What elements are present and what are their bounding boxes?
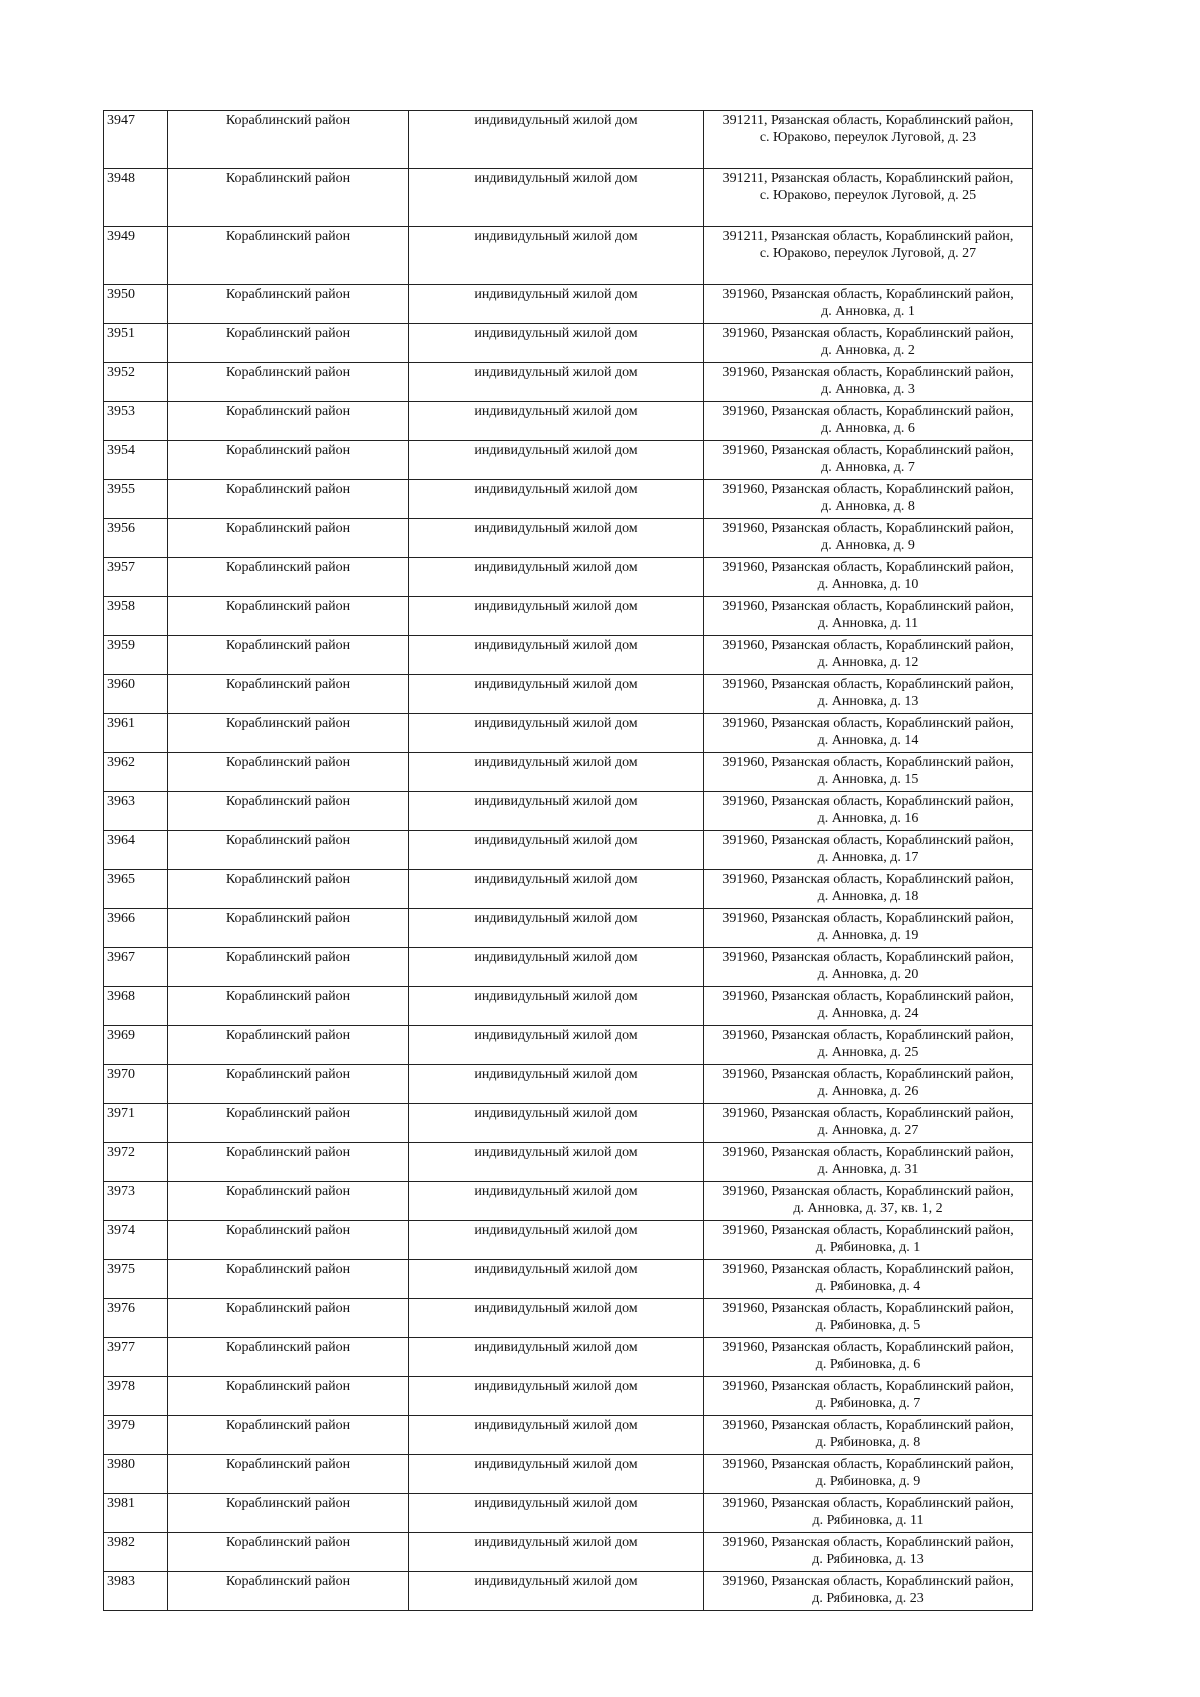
object-type-cell: индивидульный жилой дом bbox=[409, 1299, 704, 1338]
table-row bbox=[104, 753, 1033, 792]
table-row bbox=[104, 227, 1033, 285]
object-type-cell: индивидульный жилой дом bbox=[409, 363, 704, 402]
object-type-cell: индивидульный жилой дом bbox=[409, 1143, 704, 1182]
object-type-cell: индивидульный жилой дом bbox=[409, 1065, 704, 1104]
district-cell: Кораблинский район bbox=[168, 870, 409, 909]
object-type-cell: индивидульный жилой дом bbox=[409, 987, 704, 1026]
address-line-locality: д. Анновка, д. 26 bbox=[817, 1084, 919, 1099]
address-cell bbox=[704, 831, 1033, 870]
district-cell: Кораблинский район bbox=[168, 285, 409, 324]
district-cell: Кораблинский район bbox=[168, 519, 409, 558]
table-row bbox=[104, 597, 1033, 636]
address-cell bbox=[704, 1143, 1033, 1182]
table-row bbox=[104, 285, 1033, 324]
address-line-region: 391960, Рязанская область, Кораблинский район, bbox=[722, 1028, 1014, 1043]
district-cell: Кораблинский район bbox=[168, 1572, 409, 1611]
address-cell bbox=[704, 1494, 1033, 1533]
district-cell: Кораблинский район bbox=[168, 480, 409, 519]
object-type-cell: индивидульный жилой дом bbox=[409, 480, 704, 519]
row-number-cell: 3964 bbox=[104, 831, 168, 870]
address-line-region: 391960, Рязанская область, Кораблинский район, bbox=[722, 1496, 1014, 1511]
district-cell: Кораблинский район bbox=[168, 909, 409, 948]
district-cell: Кораблинский район bbox=[168, 1260, 409, 1299]
row-number-cell: 3952 bbox=[104, 363, 168, 402]
address-line-locality: д. Анновка, д. 15 bbox=[817, 772, 919, 787]
row-number-cell: 3967 bbox=[104, 948, 168, 987]
address-cell bbox=[704, 909, 1033, 948]
address-cell bbox=[704, 1572, 1033, 1611]
district-cell: Кораблинский район bbox=[168, 1338, 409, 1377]
district-cell: Кораблинский район bbox=[168, 675, 409, 714]
row-number-cell: 3956 bbox=[104, 519, 168, 558]
district-cell: Кораблинский район bbox=[168, 831, 409, 870]
address-line-region: 391960, Рязанская область, Кораблинский район, bbox=[722, 1223, 1014, 1238]
object-type-cell: индивидульный жилой дом bbox=[409, 714, 704, 753]
district-cell: Кораблинский район bbox=[168, 402, 409, 441]
table-body bbox=[104, 111, 1033, 1611]
row-number-cell: 3951 bbox=[104, 324, 168, 363]
row-number-cell: 3978 bbox=[104, 1377, 168, 1416]
row-number-cell: 3961 bbox=[104, 714, 168, 753]
object-type-cell: индивидульный жилой дом bbox=[409, 792, 704, 831]
address-line-locality: д. Рябиновка, д. 1 bbox=[815, 1240, 921, 1255]
row-number-cell: 3965 bbox=[104, 870, 168, 909]
table-row bbox=[104, 558, 1033, 597]
address-line-locality: д. Анновка, д. 24 bbox=[817, 1006, 919, 1021]
row-number-cell: 3955 bbox=[104, 480, 168, 519]
row-number-cell: 3958 bbox=[104, 597, 168, 636]
address-line-locality: д. Анновка, д. 31 bbox=[817, 1162, 919, 1177]
district-cell: Кораблинский район bbox=[168, 1455, 409, 1494]
address-cell bbox=[704, 111, 1033, 169]
address-line-region: 391960, Рязанская область, Кораблинский район, bbox=[722, 1262, 1014, 1277]
address-line-locality: д. Рябиновка, д. 4 bbox=[815, 1279, 921, 1294]
address-line-locality: с. Юраково, переулок Луговой, д. 25 bbox=[759, 188, 977, 203]
address-cell bbox=[704, 870, 1033, 909]
row-number-cell: 3983 bbox=[104, 1572, 168, 1611]
address-line-locality: д. Анновка, д. 3 bbox=[821, 382, 915, 397]
object-type-cell: индивидульный жилой дом bbox=[409, 1377, 704, 1416]
district-cell: Кораблинский район bbox=[168, 1065, 409, 1104]
table-row bbox=[104, 1572, 1033, 1611]
table-row bbox=[104, 1065, 1033, 1104]
object-type-cell: индивидульный жилой дом bbox=[409, 1416, 704, 1455]
address-line-locality: д. Анновка, д. 9 bbox=[821, 538, 915, 553]
address-line-locality: д. Рябиновка, д. 11 bbox=[812, 1513, 924, 1528]
object-type-cell: индивидульный жилой дом bbox=[409, 402, 704, 441]
table-row bbox=[104, 714, 1033, 753]
object-type-cell: индивидульный жилой дом bbox=[409, 909, 704, 948]
object-type-cell: индивидульный жилой дом bbox=[409, 1221, 704, 1260]
address-cell bbox=[704, 441, 1033, 480]
address-line-region: 391960, Рязанская область, Кораблинский район, bbox=[722, 794, 1014, 809]
table-row bbox=[104, 831, 1033, 870]
table-row bbox=[104, 1104, 1033, 1143]
row-number-cell: 3974 bbox=[104, 1221, 168, 1260]
object-type-cell: индивидульный жилой дом bbox=[409, 1104, 704, 1143]
district-cell: Кораблинский район bbox=[168, 1026, 409, 1065]
table-row bbox=[104, 363, 1033, 402]
object-type-cell: индивидульный жилой дом bbox=[409, 558, 704, 597]
address-cell bbox=[704, 597, 1033, 636]
address-line-region: 391960, Рязанская область, Кораблинский район, bbox=[722, 404, 1014, 419]
address-line-locality: д. Анновка, д. 6 bbox=[821, 421, 915, 436]
row-number-cell: 3973 bbox=[104, 1182, 168, 1221]
table-row bbox=[104, 402, 1033, 441]
table-row bbox=[104, 636, 1033, 675]
address-line-region: 391960, Рязанская область, Кораблинский район, bbox=[722, 287, 1014, 302]
address-line-locality: д. Рябиновка, д. 6 bbox=[815, 1357, 921, 1372]
address-line-region: 391960, Рязанская область, Кораблинский район, bbox=[722, 443, 1014, 458]
address-line-locality: д. Анновка, д. 8 bbox=[821, 499, 915, 514]
address-line-locality: д. Анновка, д. 37, кв. 1, 2 bbox=[793, 1201, 943, 1216]
district-cell: Кораблинский район bbox=[168, 597, 409, 636]
address-line-locality: д. Анновка, д. 25 bbox=[817, 1045, 919, 1060]
address-line-region: 391960, Рязанская область, Кораблинский район, bbox=[722, 1535, 1014, 1550]
district-cell: Кораблинский район bbox=[168, 1494, 409, 1533]
object-type-cell: индивидульный жилой дом bbox=[409, 675, 704, 714]
object-type-cell: индивидульный жилой дом bbox=[409, 1338, 704, 1377]
row-number-cell: 3957 bbox=[104, 558, 168, 597]
address-line-region: 391211, Рязанская область, Кораблинский район, bbox=[722, 113, 1014, 128]
address-line-locality: д. Рябиновка, д. 23 bbox=[812, 1591, 924, 1606]
address-cell bbox=[704, 792, 1033, 831]
table-row bbox=[104, 1338, 1033, 1377]
table-row bbox=[104, 870, 1033, 909]
address-cell bbox=[704, 402, 1033, 441]
object-type-cell: индивидульный жилой дом bbox=[409, 169, 704, 227]
table-row bbox=[104, 324, 1033, 363]
row-number-cell: 3963 bbox=[104, 792, 168, 831]
address-line-locality: д. Рябиновка, д. 7 bbox=[815, 1396, 921, 1411]
address-line-locality: с. Юраково, переулок Луговой, д. 23 bbox=[759, 130, 977, 145]
object-type-cell: индивидульный жилой дом bbox=[409, 1260, 704, 1299]
row-number-cell: 3975 bbox=[104, 1260, 168, 1299]
table-row bbox=[104, 909, 1033, 948]
address-cell bbox=[704, 1338, 1033, 1377]
address-line-region: 391960, Рязанская область, Кораблинский район, bbox=[722, 872, 1014, 887]
object-type-cell: индивидульный жилой дом bbox=[409, 227, 704, 285]
object-type-cell: индивидульный жилой дом bbox=[409, 1026, 704, 1065]
address-line-region: 391960, Рязанская область, Кораблинский район, bbox=[722, 560, 1014, 575]
table-row bbox=[104, 1533, 1033, 1572]
address-cell bbox=[704, 1299, 1033, 1338]
address-line-region: 391211, Рязанская область, Кораблинский район, bbox=[722, 171, 1014, 186]
address-line-region: 391960, Рязанская область, Кораблинский район, bbox=[722, 989, 1014, 1004]
row-number-cell: 3971 bbox=[104, 1104, 168, 1143]
housing-registry-table bbox=[103, 110, 1033, 1611]
row-number-cell: 3969 bbox=[104, 1026, 168, 1065]
address-cell bbox=[704, 675, 1033, 714]
address-line-locality: д. Рябиновка, д. 9 bbox=[815, 1474, 921, 1489]
district-cell: Кораблинский район bbox=[168, 714, 409, 753]
row-number-cell: 3949 bbox=[104, 227, 168, 285]
table-row bbox=[104, 480, 1033, 519]
row-number-cell: 3968 bbox=[104, 987, 168, 1026]
address-line-locality: д. Анновка, д. 12 bbox=[817, 655, 919, 670]
district-cell: Кораблинский район bbox=[168, 1143, 409, 1182]
district-cell: Кораблинский район bbox=[168, 1533, 409, 1572]
address-line-region: 391960, Рязанская область, Кораблинский район, bbox=[722, 1067, 1014, 1082]
table-row bbox=[104, 1377, 1033, 1416]
address-cell bbox=[704, 636, 1033, 675]
object-type-cell: индивидульный жилой дом bbox=[409, 324, 704, 363]
address-line-region: 391960, Рязанская область, Кораблинский район, bbox=[722, 521, 1014, 536]
address-cell bbox=[704, 714, 1033, 753]
address-line-region: 391960, Рязанская область, Кораблинский район, bbox=[722, 716, 1014, 731]
object-type-cell: индивидульный жилой дом bbox=[409, 285, 704, 324]
row-number-cell: 3954 bbox=[104, 441, 168, 480]
district-cell: Кораблинский район bbox=[168, 1104, 409, 1143]
row-number-cell: 3959 bbox=[104, 636, 168, 675]
row-number-cell: 3972 bbox=[104, 1143, 168, 1182]
object-type-cell: индивидульный жилой дом bbox=[409, 519, 704, 558]
district-cell: Кораблинский район bbox=[168, 111, 409, 169]
address-cell bbox=[704, 1026, 1033, 1065]
object-type-cell: индивидульный жилой дом bbox=[409, 111, 704, 169]
address-cell bbox=[704, 324, 1033, 363]
object-type-cell: индивидульный жилой дом bbox=[409, 831, 704, 870]
table-row bbox=[104, 1026, 1033, 1065]
table-row bbox=[104, 1416, 1033, 1455]
address-cell bbox=[704, 987, 1033, 1026]
table-row bbox=[104, 1182, 1033, 1221]
object-type-cell: индивидульный жилой дом bbox=[409, 636, 704, 675]
table-row bbox=[104, 675, 1033, 714]
table-row bbox=[104, 169, 1033, 227]
address-line-region: 391960, Рязанская область, Кораблинский район, bbox=[722, 326, 1014, 341]
table-row bbox=[104, 792, 1033, 831]
table-row bbox=[104, 948, 1033, 987]
district-cell: Кораблинский район bbox=[168, 792, 409, 831]
row-number-cell: 3970 bbox=[104, 1065, 168, 1104]
address-line-locality: д. Анновка, д. 10 bbox=[817, 577, 919, 592]
table-row bbox=[104, 1260, 1033, 1299]
district-cell: Кораблинский район bbox=[168, 636, 409, 675]
address-line-region: 391960, Рязанская область, Кораблинский район, bbox=[722, 1418, 1014, 1433]
row-number-cell: 3962 bbox=[104, 753, 168, 792]
address-cell bbox=[704, 363, 1033, 402]
address-line-region: 391960, Рязанская область, Кораблинский район, bbox=[722, 755, 1014, 770]
address-cell bbox=[704, 285, 1033, 324]
row-number-cell: 3948 bbox=[104, 169, 168, 227]
address-line-region: 391960, Рязанская область, Кораблинский район, bbox=[722, 1184, 1014, 1199]
address-line-region: 391960, Рязанская область, Кораблинский район, bbox=[722, 1574, 1014, 1589]
table-row bbox=[104, 1143, 1033, 1182]
address-line-locality: д. Анновка, д. 11 bbox=[817, 616, 919, 631]
district-cell: Кораблинский район bbox=[168, 753, 409, 792]
address-line-region: 391960, Рязанская область, Кораблинский район, bbox=[722, 677, 1014, 692]
address-cell bbox=[704, 1104, 1033, 1143]
address-cell bbox=[704, 558, 1033, 597]
district-cell: Кораблинский район bbox=[168, 948, 409, 987]
address-line-region: 391960, Рязанская область, Кораблинский район, bbox=[722, 1145, 1014, 1160]
object-type-cell: индивидульный жилой дом bbox=[409, 1494, 704, 1533]
row-number-cell: 3982 bbox=[104, 1533, 168, 1572]
table-row bbox=[104, 1299, 1033, 1338]
table-row bbox=[104, 1455, 1033, 1494]
address-line-locality: д. Анновка, д. 13 bbox=[817, 694, 919, 709]
address-line-region: 391960, Рязанская область, Кораблинский район, bbox=[722, 950, 1014, 965]
address-cell bbox=[704, 227, 1033, 285]
object-type-cell: индивидульный жилой дом bbox=[409, 1533, 704, 1572]
address-line-locality: д. Анновка, д. 27 bbox=[817, 1123, 919, 1138]
address-line-locality: д. Анновка, д. 14 bbox=[817, 733, 919, 748]
district-cell: Кораблинский район bbox=[168, 1377, 409, 1416]
district-cell: Кораблинский район bbox=[168, 1299, 409, 1338]
object-type-cell: индивидульный жилой дом bbox=[409, 1182, 704, 1221]
row-number-cell: 3976 bbox=[104, 1299, 168, 1338]
district-cell: Кораблинский район bbox=[168, 227, 409, 285]
address-line-locality: д. Анновка, д. 2 bbox=[821, 343, 915, 358]
address-line-locality: д. Анновка, д. 16 bbox=[817, 811, 919, 826]
address-line-locality: д. Рябиновка, д. 13 bbox=[812, 1552, 924, 1567]
row-number-cell: 3977 bbox=[104, 1338, 168, 1377]
address-cell bbox=[704, 1221, 1033, 1260]
object-type-cell: индивидульный жилой дом bbox=[409, 1572, 704, 1611]
address-cell bbox=[704, 948, 1033, 987]
address-line-region: 391960, Рязанская область, Кораблинский район, bbox=[722, 1340, 1014, 1355]
object-type-cell: индивидульный жилой дом bbox=[409, 1455, 704, 1494]
row-number-cell: 3947 bbox=[104, 111, 168, 169]
district-cell: Кораблинский район bbox=[168, 1416, 409, 1455]
row-number-cell: 3979 bbox=[104, 1416, 168, 1455]
row-number-cell: 3966 bbox=[104, 909, 168, 948]
address-line-region: 391960, Рязанская область, Кораблинский район, bbox=[722, 1301, 1014, 1316]
district-cell: Кораблинский район bbox=[168, 1221, 409, 1260]
district-cell: Кораблинский район bbox=[168, 987, 409, 1026]
address-line-locality: д. Анновка, д. 7 bbox=[821, 460, 915, 475]
address-line-locality: д. Анновка, д. 19 bbox=[817, 928, 919, 943]
object-type-cell: индивидульный жилой дом bbox=[409, 753, 704, 792]
address-line-locality: д. Анновка, д. 20 bbox=[817, 967, 919, 982]
object-type-cell: индивидульный жилой дом bbox=[409, 948, 704, 987]
object-type-cell: индивидульный жилой дом bbox=[409, 597, 704, 636]
district-cell: Кораблинский район bbox=[168, 169, 409, 227]
district-cell: Кораблинский район bbox=[168, 558, 409, 597]
address-line-locality: д. Анновка, д. 17 bbox=[817, 850, 919, 865]
table-row bbox=[104, 111, 1033, 169]
address-line-region: 391960, Рязанская область, Кораблинский район, bbox=[722, 1457, 1014, 1472]
address-line-region: 391960, Рязанская область, Кораблинский район, bbox=[722, 1106, 1014, 1121]
address-line-region: 391211, Рязанская область, Кораблинский район, bbox=[722, 229, 1014, 244]
address-line-region: 391960, Рязанская область, Кораблинский район, bbox=[722, 833, 1014, 848]
address-line-locality: д. Рябиновка, д. 8 bbox=[815, 1435, 921, 1450]
address-line-region: 391960, Рязанская область, Кораблинский район, bbox=[722, 482, 1014, 497]
address-line-locality: с. Юраково, переулок Луговой, д. 27 bbox=[759, 246, 977, 261]
district-cell: Кораблинский район bbox=[168, 363, 409, 402]
row-number-cell: 3980 bbox=[104, 1455, 168, 1494]
address-cell bbox=[704, 1065, 1033, 1104]
object-type-cell: индивидульный жилой дом bbox=[409, 441, 704, 480]
address-cell bbox=[704, 1455, 1033, 1494]
address-cell bbox=[704, 1260, 1033, 1299]
row-number-cell: 3960 bbox=[104, 675, 168, 714]
row-number-cell: 3953 bbox=[104, 402, 168, 441]
address-line-region: 391960, Рязанская область, Кораблинский район, bbox=[722, 1379, 1014, 1394]
table-row bbox=[104, 1221, 1033, 1260]
address-line-locality: д. Анновка, д. 1 bbox=[821, 304, 915, 319]
address-line-locality: д. Анновка, д. 18 bbox=[817, 889, 919, 904]
address-cell bbox=[704, 480, 1033, 519]
district-cell: Кораблинский район bbox=[168, 441, 409, 480]
address-line-region: 391960, Рязанская область, Кораблинский район, bbox=[722, 599, 1014, 614]
address-cell bbox=[704, 519, 1033, 558]
address-cell bbox=[704, 753, 1033, 792]
address-cell bbox=[704, 1377, 1033, 1416]
table-row bbox=[104, 441, 1033, 480]
address-line-region: 391960, Рязанская область, Кораблинский район, bbox=[722, 365, 1014, 380]
table-row bbox=[104, 987, 1033, 1026]
row-number-cell: 3950 bbox=[104, 285, 168, 324]
object-type-cell: индивидульный жилой дом bbox=[409, 870, 704, 909]
district-cell: Кораблинский район bbox=[168, 1182, 409, 1221]
address-line-region: 391960, Рязанская область, Кораблинский район, bbox=[722, 638, 1014, 653]
address-cell bbox=[704, 1182, 1033, 1221]
table-row bbox=[104, 1494, 1033, 1533]
address-line-region: 391960, Рязанская область, Кораблинский район, bbox=[722, 911, 1014, 926]
district-cell: Кораблинский район bbox=[168, 324, 409, 363]
address-cell bbox=[704, 169, 1033, 227]
address-cell bbox=[704, 1416, 1033, 1455]
address-line-locality: д. Рябиновка, д. 5 bbox=[815, 1318, 921, 1333]
table-row bbox=[104, 519, 1033, 558]
address-cell bbox=[704, 1533, 1033, 1572]
row-number-cell: 3981 bbox=[104, 1494, 168, 1533]
